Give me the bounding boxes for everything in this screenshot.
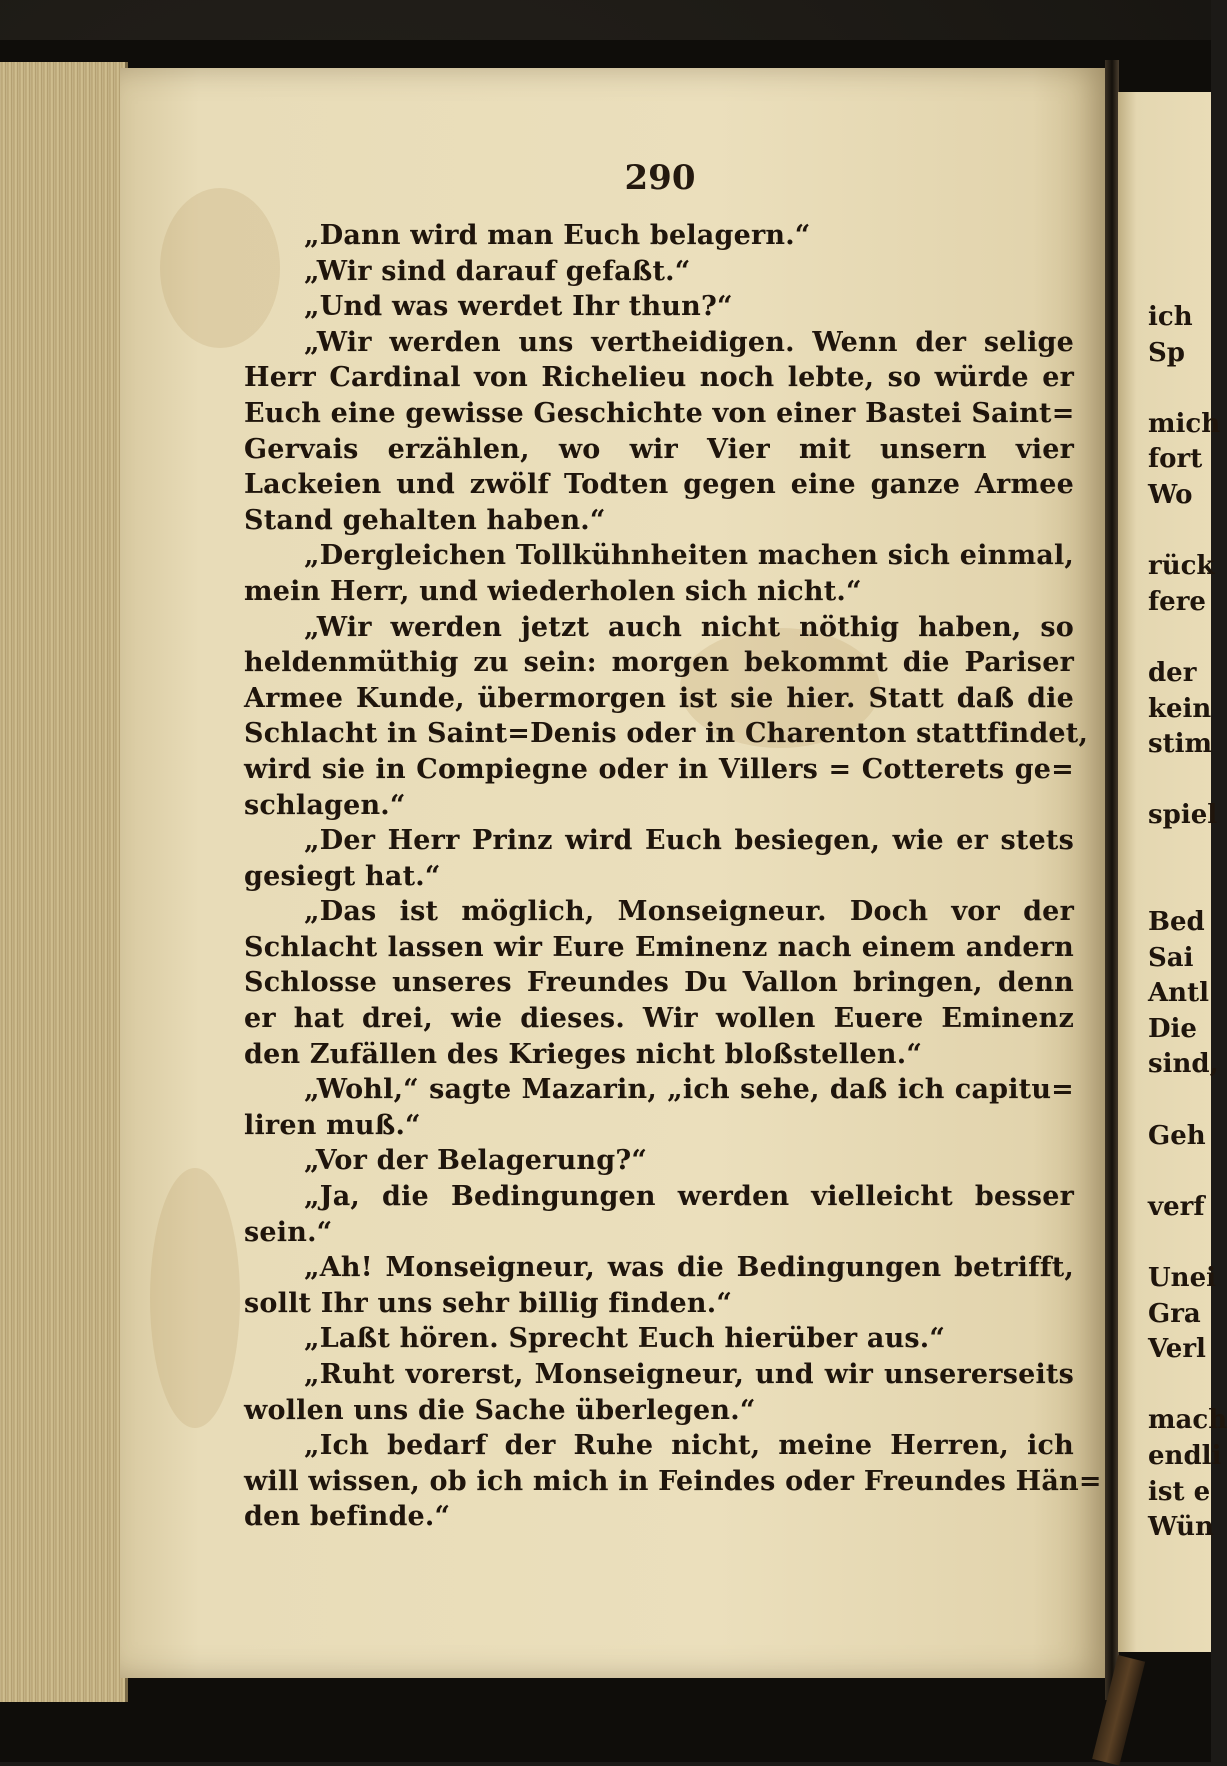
right-page-fragment: Sp [1148, 337, 1185, 368]
text-line: Gervais erzählen, wo wir Vier mit unsern vier [244, 433, 1074, 465]
right-page-fragment: fort [1148, 444, 1203, 475]
body-text [244, 218, 1102, 1535]
text-line: Schlacht in Saint=Denis oder in Charenton stattfindet, [244, 718, 1089, 750]
text-line: Lackeien und zwölf Todten gegen eine ganze Armee [244, 469, 1074, 501]
text-line: gesiegt hat.“ [244, 860, 441, 892]
right-page-fragment: Antl [1148, 978, 1209, 1009]
right-page-fragment: Sai [1148, 942, 1194, 973]
text-line: „Ja, die Bedingungen werden vielleicht besser [304, 1181, 1074, 1213]
page-edges [0, 62, 128, 1702]
text-line: wird sie in Compiegne oder in Villers = Cotterets ge= [244, 753, 1074, 785]
text-line: sein.“ [244, 1216, 333, 1248]
text-line: „Der Herr Prinz wird Euch besiegen, wie er stets [304, 825, 1074, 857]
text-line: schlagen.“ [244, 789, 406, 821]
right-page-fragment: Gra [1148, 1298, 1201, 1329]
text-line: Schlosse unseres Freundes Du Vallon bringen, denn [244, 967, 1074, 999]
text-line: „Wir sind darauf gefaßt.“ [304, 255, 691, 287]
text-line: heldenmüthig zu sein: morgen bekommt die Pariser [244, 647, 1074, 679]
text-line: „Laßt hören. Sprecht Euch hierüber aus.“ [304, 1323, 946, 1355]
text-line: Schlacht lassen wir Eure Eminenz nach einem andern [244, 931, 1074, 963]
right-page-fragment: Geh [1148, 1120, 1206, 1151]
right-page-fragment [1148, 1225, 1211, 1261]
text-line: den befinde.“ [244, 1501, 451, 1533]
text-line: „Vor der Belagerung?“ [304, 1145, 648, 1177]
right-page-fragment: mach [1148, 1405, 1227, 1436]
text-line: „Wir werden uns vertheidigen. Wenn der selige [304, 326, 1074, 358]
text-line: „Ah! Monseigneur, was die Bedingungen betrifft, [304, 1252, 1074, 1284]
text-line: „Ich bedarf der Ruhe nicht, meine Herren, ich [304, 1430, 1074, 1462]
text-line: Herr Cardinal von Richelieu noch lebte, so würde er [244, 362, 1074, 394]
right-page-fragment [1148, 371, 1211, 407]
text-line: will wissen, ob ich mich in Feindes oder Freundes Hän= [244, 1465, 1102, 1497]
text-line: mein Herr, und wiederholen sich nicht.“ [244, 575, 862, 607]
right-page-fragment [1148, 1154, 1211, 1190]
text-line: „Ruht vorerst, Monseigneur, und wir unsererseits [304, 1359, 1074, 1390]
right-page-fragment: ist e [1148, 1476, 1211, 1507]
right-page-fragment: Die [1148, 1013, 1197, 1044]
text-line: wollen uns die Sache überlegen.“ [244, 1394, 756, 1426]
right-page-fragment: verf [1148, 1191, 1205, 1222]
text-line: liren muß.“ [244, 1109, 421, 1141]
text-line: Euch eine gewisse Geschichte von einer Bastei Saint= [244, 397, 1075, 429]
right-page-fragment: ich [1148, 302, 1193, 332]
text-line: „Und was werdet Ihr thun?“ [304, 291, 733, 323]
right-page-fragment [1148, 834, 1211, 870]
right-page-fragment: Wün [1148, 1512, 1214, 1543]
text-line: er hat drei, wie dieses. Wir wollen Euere Eminenz [244, 1003, 1074, 1035]
text-line: den Zufällen des Krieges nicht bloßstellen.“ [244, 1038, 923, 1070]
text-line: „Dergleichen Tollkühnheiten machen sich einmal, [304, 540, 1074, 572]
right-page-fragment [1148, 1368, 1211, 1404]
right-page-fragment: Wo [1148, 479, 1193, 510]
right-page-fragment: spiel [1148, 800, 1218, 831]
right-page-fragment [1148, 1083, 1211, 1119]
text-line: sollt Ihr uns sehr billig finden.“ [244, 1287, 733, 1319]
right-page-text-fragments [1148, 300, 1227, 1546]
text-line: Armee Kunde, übermorgen ist sie hier. Statt daß die [244, 682, 1074, 714]
page-number: 290 [624, 158, 696, 198]
right-page-fragment [1148, 620, 1211, 656]
right-page-fragment: fere [1148, 586, 1206, 617]
right-page-fragment [1148, 870, 1211, 906]
right-page-fragment: sind, [1148, 1049, 1219, 1080]
right-page-fragment: Unei [1148, 1263, 1216, 1294]
paper-stain [150, 1168, 240, 1428]
right-page-fragment: mich [1148, 408, 1221, 439]
right-page-fragment: der [1148, 657, 1197, 688]
right-page-fragment: stim [1148, 729, 1213, 760]
text-line: „Wohl,“ sagte Mazarin, „ich sehe, daß ich capitu= [304, 1074, 1074, 1106]
right-page-fragment: kein [1148, 693, 1212, 724]
right-page-fragment [1148, 514, 1211, 550]
right-page-fragment: Verl [1148, 1334, 1206, 1365]
book-gutter [1105, 60, 1119, 1700]
right-page-fragment: rück [1148, 551, 1215, 582]
text-line: „Wir werden jetzt auch nicht nöthig haben, so [304, 611, 1074, 643]
right-page-fragment [1148, 763, 1211, 799]
right-page-fragment: Bed [1148, 907, 1205, 938]
text-line: „Dann wird man Euch belagern.“ [304, 220, 811, 251]
right-page-fragment: endli [1148, 1441, 1222, 1471]
text-line: „Das ist möglich, Monseigneur. Doch vor der [304, 896, 1074, 928]
text-line: Stand gehalten haben.“ [244, 504, 606, 536]
